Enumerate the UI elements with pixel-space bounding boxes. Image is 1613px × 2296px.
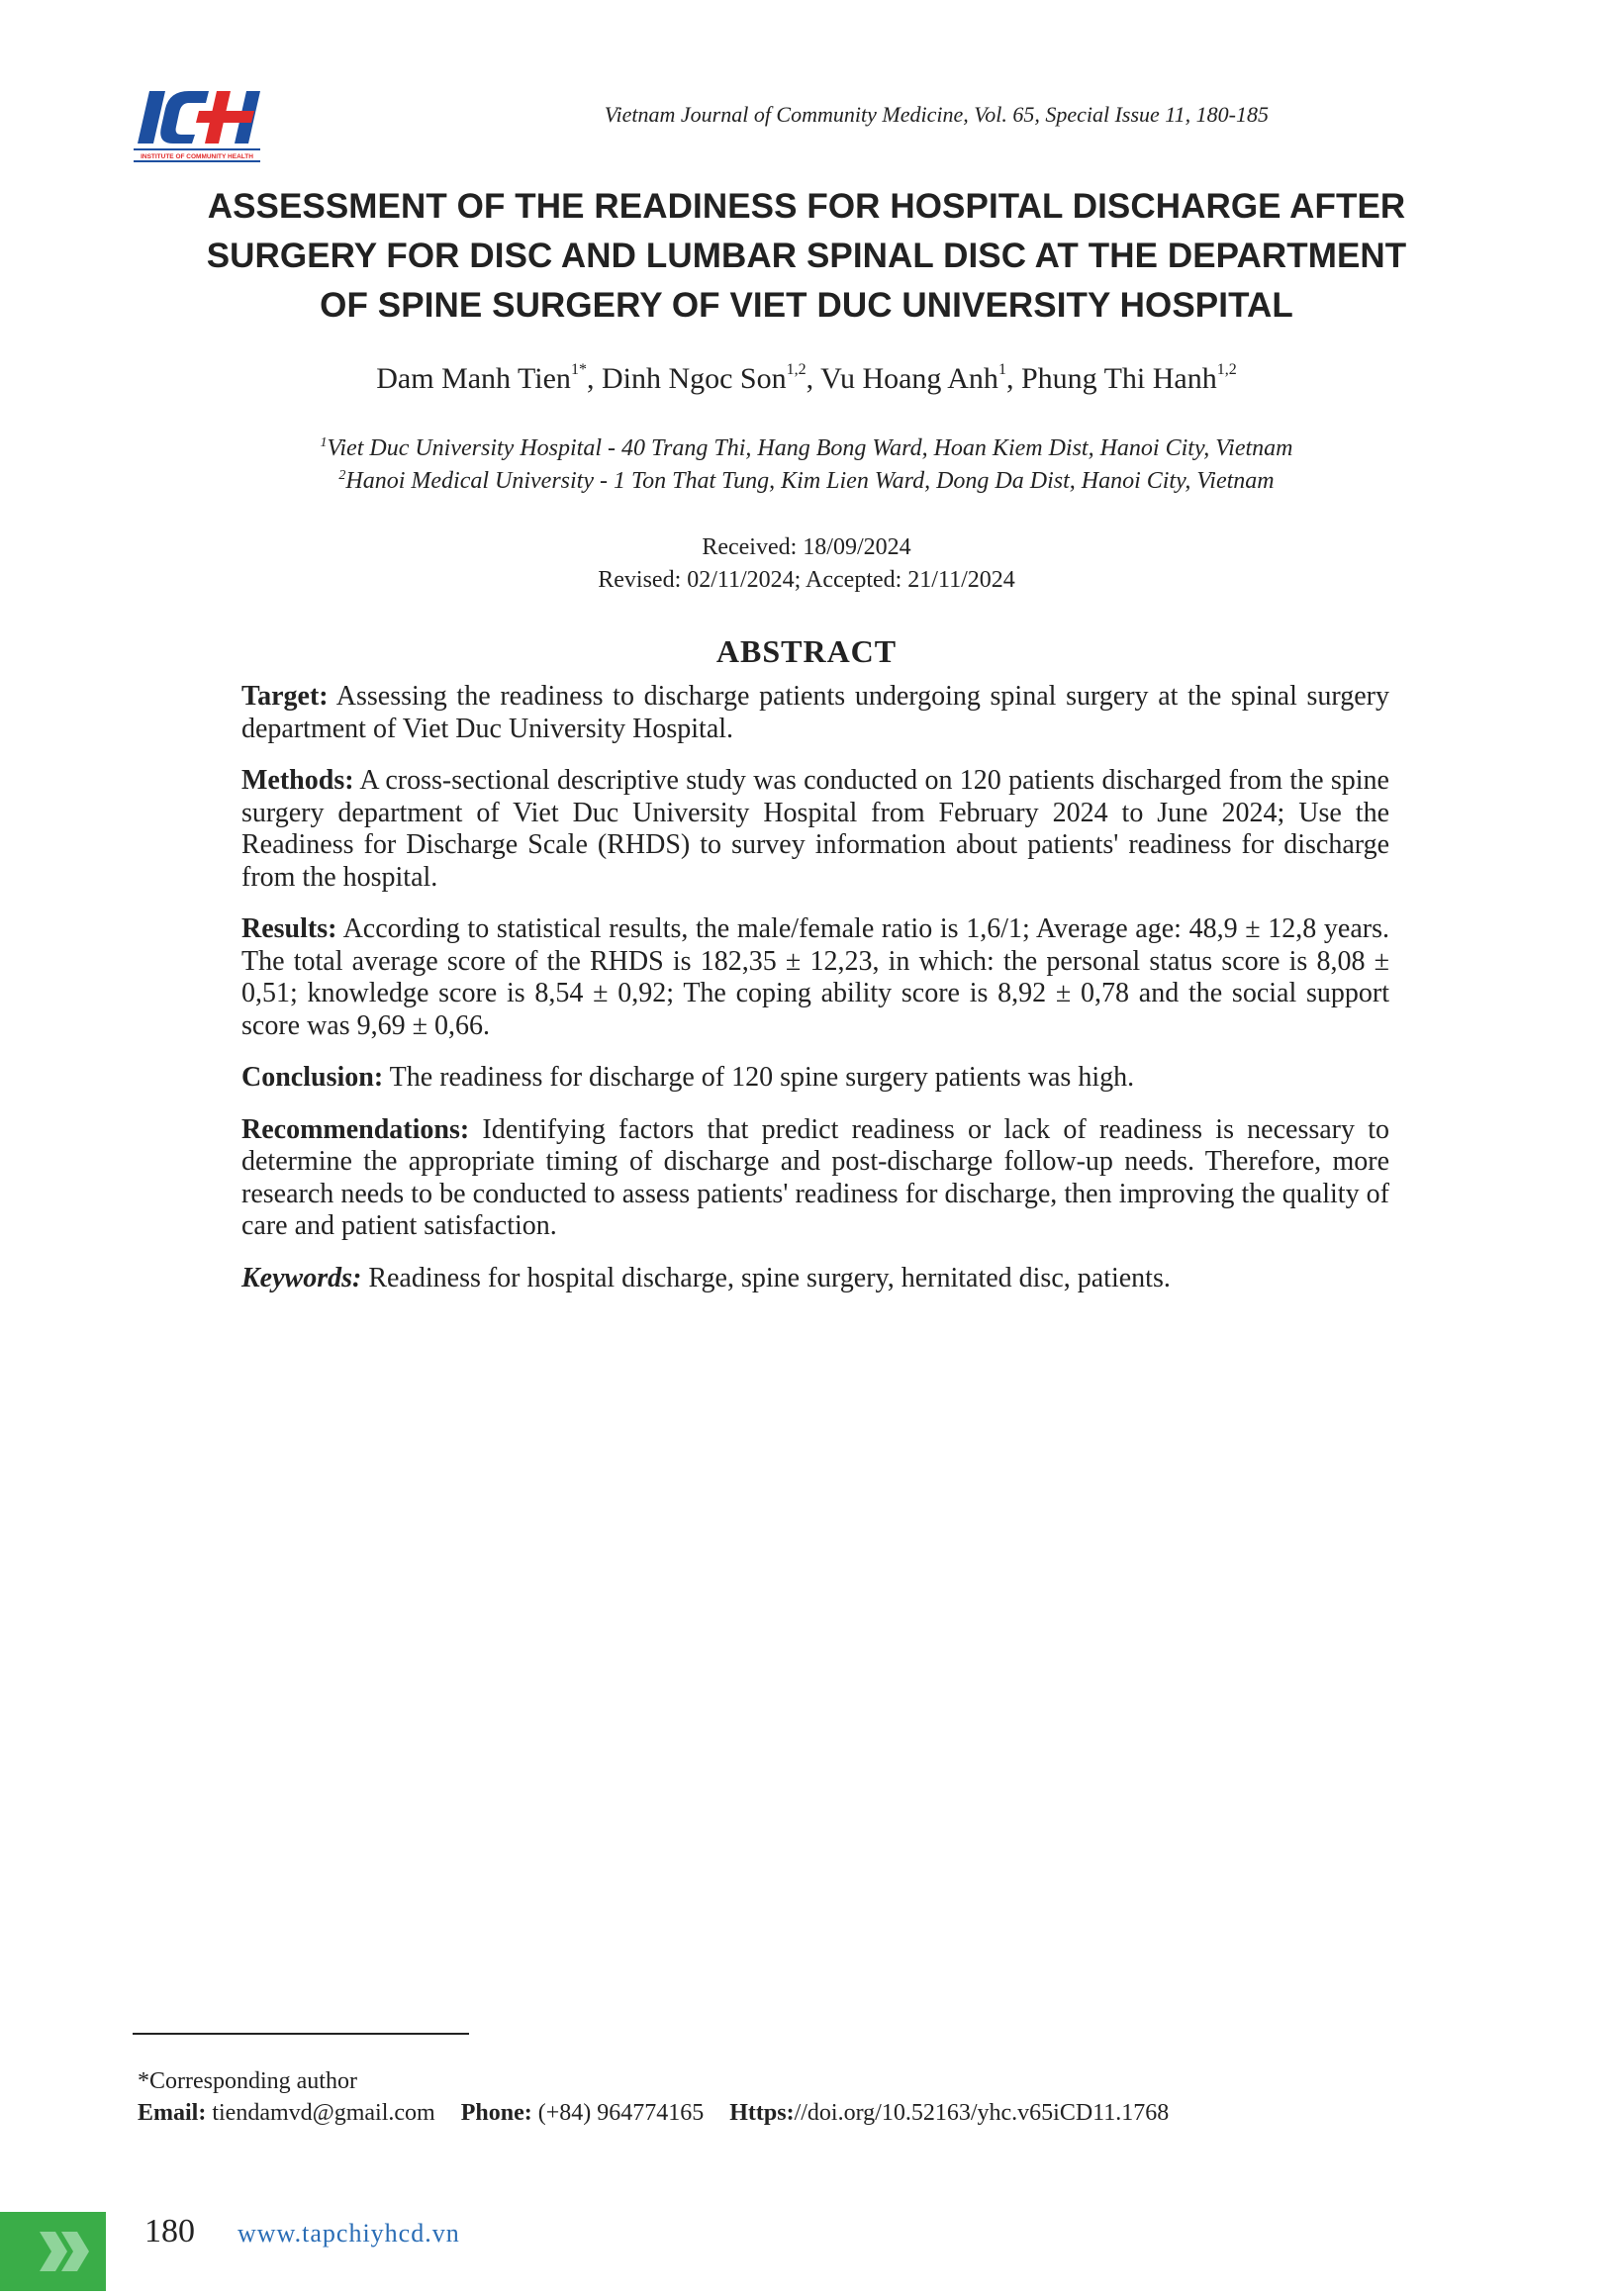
- contact-line: [138, 2100, 1169, 2127]
- footnote-divider: [133, 2033, 469, 2035]
- section-text: Identifying factors that predict readiness or lack of readiness is necessary to determine the appropriate timing of discharge and post-discharge follow-up needs. Therefore, more research needs to be conducted to assess patients' readiness for discharge, then improving the quality of care and patient satisfaction.: [241, 1113, 1390, 1241]
- section-text: According to statistical results, the male/female ratio is 1,6/1; Average age: 48,9 ± 12,8 years. The total average score of the RHDS is 182,35 ± 12,23, in which: the personal status score is 8,08 ± 0,51; knowledge score is 8,54 ± 0,92; The coping ability score is 8,92 ± 0,78 and the social support score was 9,69 ± 0,66.: [241, 913, 1389, 1041]
- phone-label: Phone:: [460, 2100, 532, 2126]
- article-title: [148, 182, 1465, 331]
- section-label: Recommendations:: [241, 1113, 470, 1145]
- section-text: The readiness for discharge of 120 spine surgery patients was high.: [389, 1062, 1135, 1093]
- affiliation-1: [148, 435, 1465, 462]
- journal-website-link[interactable]: www.tapchiyhcd.vn: [237, 2219, 460, 2248]
- author-affiliation-mark: 1,2: [786, 361, 806, 378]
- doi-link[interactable]: //doi.org/10.52163/yhc.v65iCD11.1768: [794, 2100, 1170, 2126]
- logo-subtitle: INSTITUTE OF COMMUNITY HEALTH: [141, 153, 253, 160]
- author-name: Vu Hoang Anh: [820, 362, 998, 395]
- affiliation-mark: 1: [320, 435, 328, 450]
- author-name: Dam Manh Tien: [376, 362, 571, 395]
- section-label: Results:: [241, 913, 337, 944]
- email-link[interactable]: tiendamvd@gmail.com: [212, 2100, 435, 2126]
- author-affiliation-mark: 1,2: [1216, 361, 1237, 378]
- title-line-3: OF SPINE SURGERY OF VIET DUC UNIVERSITY HOSPITAL: [320, 286, 1293, 325]
- logo-cross-bar: [196, 111, 254, 123]
- abstract-recommendations: [241, 1114, 1389, 1243]
- author-affiliation-mark: 1: [997, 361, 1006, 378]
- affiliation-text: Hanoi Medical University - 1 Ton That Tung, Kim Lien Ward, Dong Da Dist, Hanoi City, Vietnam: [345, 468, 1275, 494]
- page-number: 180: [144, 2213, 195, 2249]
- phone-number: (+84) 964774165: [537, 2100, 705, 2126]
- section-text: A cross-sectional descriptive study was conducted on 120 patients discharged from the spine surgery department of Viet Duc University Hospital from February 2024 to June 2024; Use the Readiness for Discharge Scale (RHDS) to survey information about patients' readiness for discharge from the hospital.: [241, 765, 1389, 893]
- section-text: Assessing the readiness to discharge patients undergoing spinal surgery at the spinal surgery department of Viet Duc University Hospital.: [241, 681, 1389, 744]
- abstract-methods: [241, 765, 1389, 894]
- affiliation-mark: 2: [338, 468, 346, 483]
- title-line-1: ASSESSMENT OF THE READINESS FOR HOSPITAL DISCHARGE AFTER: [207, 187, 1406, 226]
- author-name: Phung Thi Hanh: [1020, 362, 1217, 395]
- logo-rule-top: [134, 148, 260, 150]
- footer-tab: [0, 2212, 106, 2291]
- section-label: Target:: [241, 681, 329, 712]
- corresponding-author-note: *Corresponding author: [138, 2068, 357, 2094]
- keywords-label: Keywords:: [241, 1262, 362, 1293]
- abstract-results: [241, 913, 1389, 1042]
- section-label: Conclusion:: [241, 1062, 384, 1093]
- double-chevron-icon: [0, 2212, 106, 2291]
- received-date: Received: 18/09/2024: [702, 534, 911, 560]
- keywords-text: Readiness for hospital discharge, spine surgery, hernitated disc, patients.: [368, 1262, 1171, 1293]
- affiliation-text: Viet Duc University Hospital - 40 Trang Thi, Hang Bong Ward, Hoan Kiem Dist, Hanoi City, Vietnam: [327, 435, 1293, 461]
- affiliation-2: [148, 468, 1465, 495]
- abstract-heading: ABSTRACT: [715, 633, 898, 669]
- author-affiliation-mark: 1*: [570, 361, 587, 378]
- abstract-conclusion: [241, 1062, 1389, 1095]
- email-label: Email:: [138, 2100, 207, 2126]
- author-name: Dinh Ngoc Son: [601, 362, 787, 395]
- abstract-keywords: [241, 1263, 1389, 1295]
- author-list: Dam Manh Tien$^{1*}$, Dinh Ngoc Son$^{1,2}$, Vu Hoang Anh$^1$, Phung Thi Hanh$^{1,2}$: [376, 361, 1237, 395]
- doi-label: Https:: [729, 2100, 795, 2126]
- abstract-target: [241, 681, 1389, 745]
- journal-citation: Vietnam Journal of Community Medicine, Vol. 65, Special Issue 11, 180-185: [604, 102, 1269, 127]
- section-label: Methods:: [241, 765, 354, 796]
- abstract-body: [241, 681, 1389, 1314]
- institute-logo: [132, 89, 262, 163]
- title-line-2: SURGERY FOR DISC AND LUMBAR SPINAL DISC AT THE DEPARTMENT: [206, 237, 1407, 275]
- revised-accepted-dates: Revised: 02/11/2024; Accepted: 21/11/2024: [598, 567, 1015, 593]
- logo-rule-bottom: [134, 160, 260, 162]
